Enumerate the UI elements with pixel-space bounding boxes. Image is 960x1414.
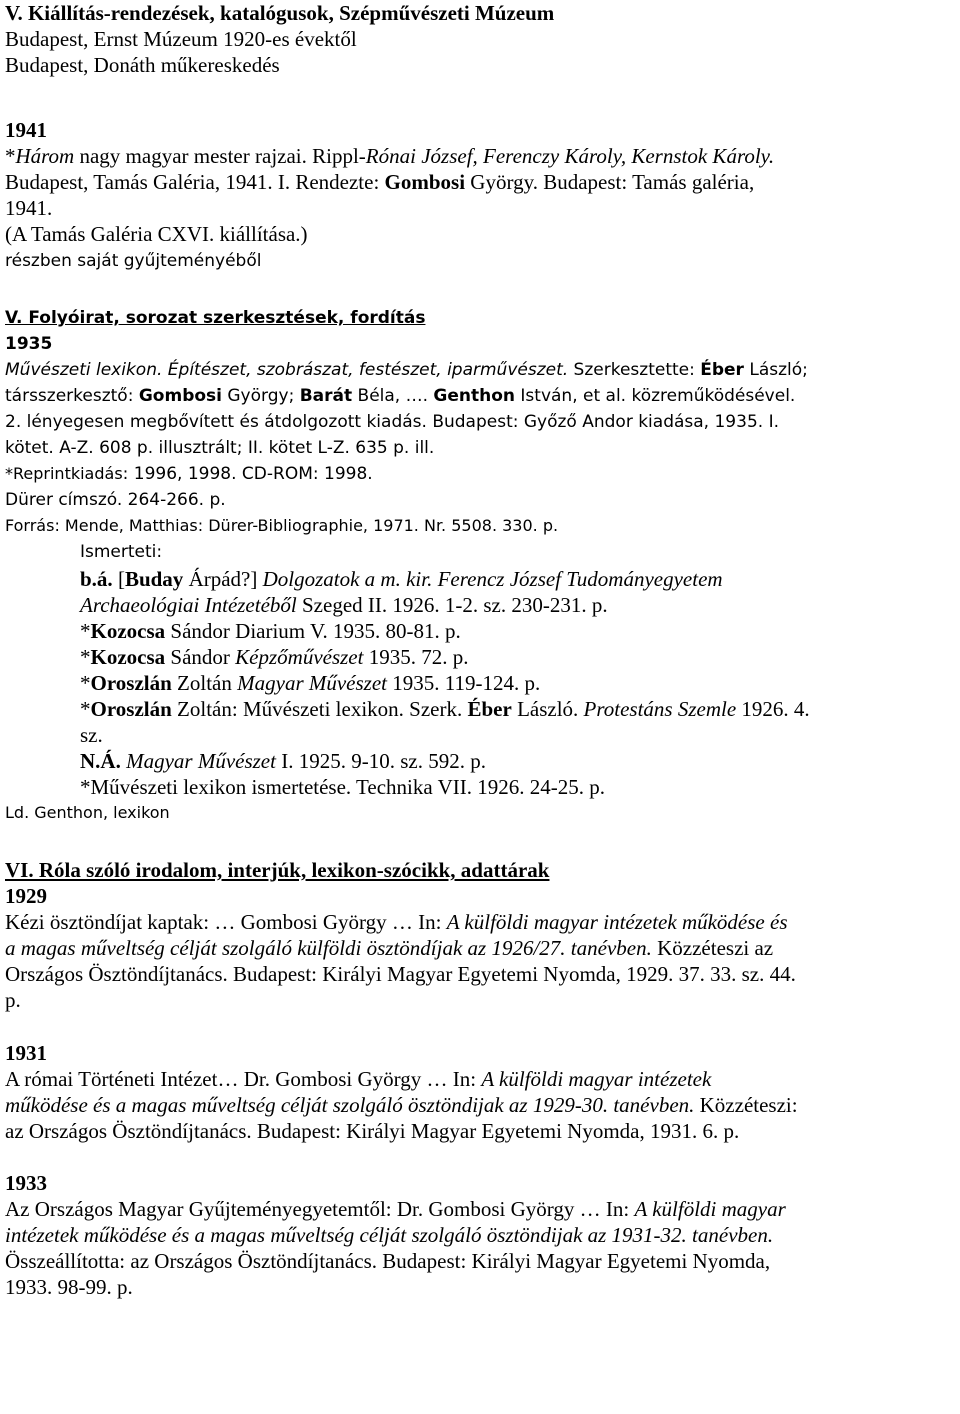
review-line: sz. — [80, 723, 103, 747]
year-label: 1929 — [5, 884, 47, 908]
entry-line: Művészeti lexikon. Építészet, szobrászat, festészet, iparművészet. Szerkesztette: Éber László; — [5, 360, 808, 380]
reviewed-label: Ismerteti: — [80, 542, 163, 562]
entry-line: 1933. 98-99. p. — [5, 1275, 133, 1299]
see-also-line: Ld. Genthon, lexikon — [5, 803, 170, 822]
entry-line: működése és a magas műveltség célját szolgáló ösztöndijak az 1929-30. tanévben. Közzéteszi: — [5, 1093, 798, 1117]
entry-note: részben saját gyűjteményéből — [5, 251, 262, 271]
entry-line: Budapest, Tamás Galéria, 1941. I. Rendezte: Gombosi György. Budapest: Tamás galéria, — [5, 170, 755, 194]
entry-line: Összeállította: az Országos Ösztöndíjtanács. Budapest: Királyi Magyar Egyetemi Nyomda, — [5, 1249, 771, 1273]
section-heading-periodicals: V. Folyóirat, sorozat szerkesztések, fordítás — [5, 308, 426, 328]
review-line: b.á. [Buday Árpád?] Dolgozatok a m. kir. Ferencz József Tudományegyetem — [80, 567, 723, 591]
entry-line: 2. lényegesen megbővített és átdolgozott kiadás. Budapest: Győző Andor kiadása, 1935. I. — [5, 412, 779, 432]
entry-line: A római Történeti Intézet… Dr. Gombosi György … In: A külföldi magyar intézetek — [5, 1067, 712, 1091]
entry-line: Dürer címszó. 264-266. p. — [5, 490, 226, 510]
entry-line: kötet. A-Z. 608 p. illusztrált; II. kötet L-Z. 635 p. ill. — [5, 438, 435, 458]
entry-line: Kézi ösztöndíjat kaptak: … Gombosi György … In: A külföldi magyar intézetek működése és — [5, 910, 788, 934]
review-line: *Oroszlán Zoltán Magyar Művészet 1935. 119-124. p. — [80, 671, 541, 695]
section-heading-literature: VI. Róla szóló irodalom, interjúk, lexikon-szócikk, adattárak — [5, 858, 550, 882]
entry-line: *Három nagy magyar mester rajzai. Rippl-Rónai József, Ferenczy Károly, Kernstok Károly. — [5, 144, 775, 168]
section-heading-exhibitions: V. Kiállítás-rendezések, katalógusok, Szépművészeti Múzeum — [5, 1, 555, 25]
entry-line: Az Országos Magyar Gyűjteményegyetemtől: Dr. Gombosi György … In: A külföldi magyar — [5, 1197, 786, 1221]
entry-line: p. — [5, 988, 21, 1012]
entry-line: *Reprintkiadás: 1996, 1998. CD-ROM: 1998. — [5, 464, 373, 484]
entry-line: Országos Ösztöndíjtanács. Budapest: Királyi Magyar Egyetemi Nyomda, 1929. 37. 33. sz. 44. — [5, 962, 796, 986]
review-line: *Kozocsa Sándor Diarium V. 1935. 80-81. p. — [80, 619, 461, 643]
review-line: Archaeológiai Intézetéből Szeged II. 1926. 1-2. sz. 230-231. p. — [80, 593, 608, 617]
entry-line: társszerkesztő: Gombosi György; Barát Béla, …. Genthon István, et al. közreműködésével. — [5, 386, 796, 406]
year-label: 1941 — [5, 118, 47, 142]
review-line: *Kozocsa Sándor Képzőművészet 1935. 72. p. — [80, 645, 469, 669]
entry-line: 1941. — [5, 196, 53, 220]
entry-line: (A Tamás Galéria CXVI. kiállítása.) — [5, 222, 308, 246]
year-label: 1931 — [5, 1041, 47, 1065]
year-label: 1935 — [5, 334, 53, 354]
review-line: *Művészeti lexikon ismertetése. Technika VII. 1926. 24-25. p. — [80, 775, 605, 799]
venue-line: Budapest, Ernst Múzeum 1920-es évektől — [5, 27, 357, 51]
entry-line: a magas műveltség célját szolgáló külföldi ösztöndíjak az 1926/27. tanévben. Közzéteszi az — [5, 936, 774, 960]
source-line: Forrás: Mende, Matthias: Dürer-Bibliographie, 1971. Nr. 5508. 330. p. — [5, 516, 559, 535]
venue-line: Budapest, Donáth műkereskedés — [5, 53, 280, 77]
entry-line: intézetek működése és a magas műveltség célját szolgáló ösztöndijak az 1931-32. tanévben. — [5, 1223, 774, 1247]
review-line: N.Á. Magyar Művészet I. 1925. 9-10. sz. 592. p. — [80, 749, 486, 773]
year-label: 1933 — [5, 1171, 47, 1195]
entry-line: az Országos Ösztöndíjtanács. Budapest: Királyi Magyar Egyetemi Nyomda, 1931. 6. p. — [5, 1119, 740, 1143]
review-line: *Oroszlán Zoltán: Művészeti lexikon. Szerk. Éber László. Protestáns Szemle 1926. 4. — [80, 697, 810, 721]
